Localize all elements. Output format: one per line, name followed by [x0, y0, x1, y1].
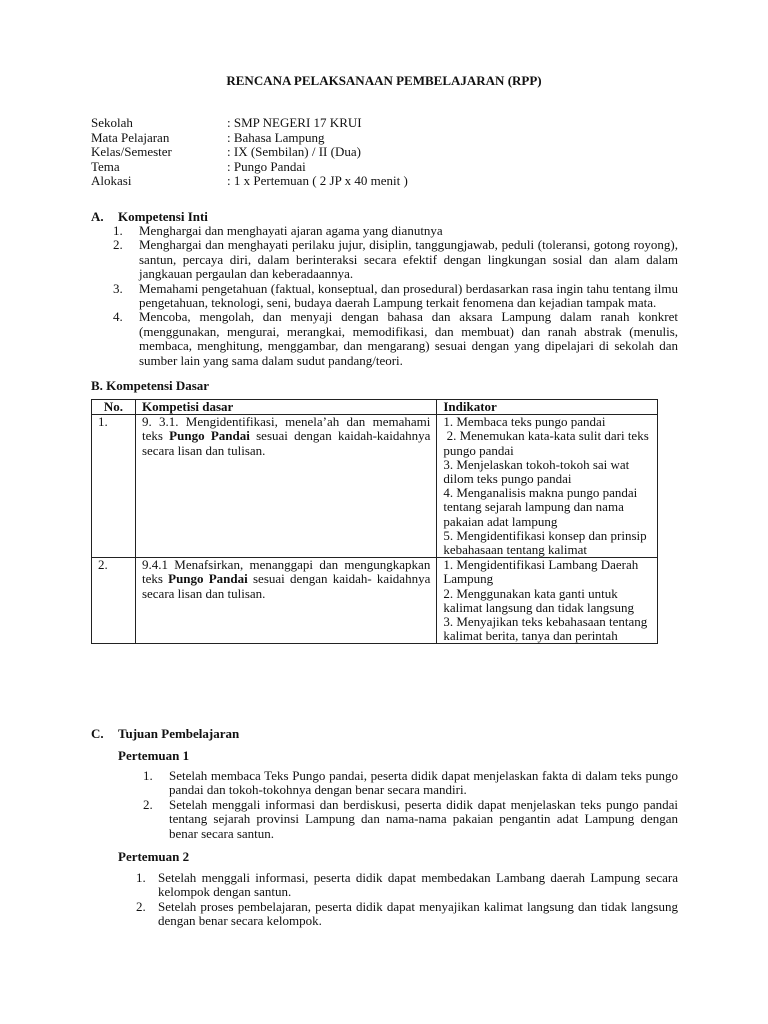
- info-row-kelas-semester: [91, 145, 408, 160]
- indikator-item: 1. Membaca teks pungo pandai: [443, 414, 606, 430]
- info-label: Sekolah: [91, 115, 133, 130]
- item-text: Setelah menggali informasi, peserta didik dapat membedakan Lambang daerah Lampung secara kelompok dengan santun.: [158, 870, 678, 900]
- pertemuan-1-heading: Pertemuan 1: [118, 748, 190, 763]
- kd-text: 9.4.1 Menafsirkan, menanggapi dan mengungkapkan teks: [141, 557, 431, 587]
- item-text: Mencoba, mengolah, dan menyaji dengan bahasa dan aksara Lampung dalam ranah konkret (menggunakan, mengurai, merangkai, memodifikasi, dan membuat) dan ranah abstrak (menulis, membaca, menghitung, menggambar, dan mengarang) sesuai dengan yang dipelajari di sekolah dan sumber lain yang sama dalam sudut pandang/teori.: [139, 309, 678, 368]
- indikator-item: 3. Menjelaskan tokoh-tokoh sai wat dilom teks pungo pandai: [443, 456, 630, 487]
- list-item: [143, 769, 678, 798]
- section-b-heading: B. Kompetensi Dasar: [91, 378, 210, 393]
- cell-indikator: [437, 415, 658, 558]
- info-row-tema: [91, 160, 408, 175]
- item-number: 1.: [113, 223, 123, 238]
- indikator-item: 2. Menggunakan kata ganti untuk kalimat langsung dan tidak langsung: [443, 585, 634, 615]
- kd-text: sesuai dengan kaidah-kaidahnya secara lisan dan tulisan.: [141, 428, 431, 458]
- cell-no: 2.: [92, 558, 136, 644]
- header-indikator: Indikator: [437, 400, 658, 415]
- info-row-mata-pelajaran: [91, 131, 408, 146]
- item-number: 1.: [136, 870, 146, 885]
- list-item: [113, 238, 678, 281]
- pertemuan-2-heading: Pertemuan 2: [118, 849, 190, 864]
- list-item: [113, 224, 678, 238]
- item-text: Setelah menggali informasi dan berdiskusi, peserta didik dapat menjelaskan teks pungo pandai tentang sejarah provinsi Lampung dan nama-nama pakaian pengantin adat Lampung dengan benar secara santun.: [169, 796, 678, 841]
- identity-block: [91, 116, 408, 189]
- indikator-item: 1. Mengidentifikasi Lambang Daerah Lampung: [443, 557, 639, 587]
- indikator-item: 5. Mengidentifikasi konsep dan prinsip kebahasaan tentang kalimat: [443, 527, 647, 558]
- indikator-item: 4. Menganalisis makna pungo pandai tentang sejarah lampung dan nama pakaian adat lampung: [443, 485, 638, 529]
- section-letter: A.: [91, 209, 104, 224]
- kd-text: sesuai dengan kaidah- kaidahnya secara lisan dan tulisan.: [141, 571, 431, 601]
- indikator-item: 3. Menyajikan teks kebahasaan tentang kalimat berita, tanya dan perintah: [443, 614, 648, 644]
- item-number: 2.: [113, 237, 123, 253]
- info-label: Kelas/Semester: [91, 144, 172, 159]
- section-title: Tujuan Pembelajaran: [118, 726, 240, 741]
- header-kompetensi: Kompetisi dasar: [135, 400, 436, 415]
- list-item: [113, 282, 678, 311]
- pertemuan-1-list: [143, 769, 678, 841]
- table-header-row: [92, 400, 658, 415]
- item-number: 1.: [143, 768, 153, 783]
- info-value: : Bahasa Lampung: [227, 129, 325, 145]
- cell-indikator: [437, 558, 658, 644]
- list-item: [113, 310, 678, 368]
- item-number: 2.: [136, 898, 146, 914]
- item-number: 3.: [113, 280, 123, 296]
- cell-kompetensi: [135, 558, 436, 644]
- info-label: Alokasi: [91, 173, 132, 188]
- header-no: No.: [92, 400, 136, 415]
- cell-kompetensi: [135, 415, 436, 558]
- section-c-heading: [91, 726, 239, 741]
- info-value: : Pungo Pandai: [227, 158, 306, 174]
- kompetensi-dasar-table: [91, 399, 658, 644]
- item-number: 4.: [113, 309, 123, 325]
- table-row: [92, 558, 658, 644]
- info-row-sekolah: [91, 116, 408, 131]
- kd-bold-text: Pungo Pandai: [168, 571, 248, 587]
- info-label: Tema: [91, 158, 120, 174]
- info-value: : SMP NEGERI 17 KRUI: [227, 115, 362, 130]
- indikator-item: 2. Menemukan kata-kata sulit dari teks pungo pandai: [443, 428, 653, 458]
- info-value: : IX (Sembilan) / II (Dua): [227, 144, 361, 159]
- item-text: Memahami pengetahuan (faktual, konseptual, dan prosedural) berdasarkan rasa ingin tahu tentang ilmu pengetahuan, teknologi, seni, budaya daerah Lampung terkait fenomena dan kejadian tampak mata.: [139, 280, 678, 311]
- section-a-heading: [91, 209, 208, 224]
- kd-text: 9. 3.1. Mengidentifikasi, menela’ah dan memahami teks: [141, 414, 431, 444]
- table-row: [92, 415, 658, 558]
- item-text: Setelah membaca Teks Pungo pandai, peserta didik dapat menjelaskan fakta di dalam teks pungo pandai dan tokoh-tokohnya dengan benar secara mandiri.: [169, 768, 678, 798]
- kd-bold-text: Pungo Pandai: [169, 428, 250, 444]
- kompetensi-inti-list: [113, 224, 678, 368]
- item-text: Menghargai dan menghayati perilaku jujur, disiplin, tanggungjawab, peduli (toleransi, gotong royong), santun, percaya diri, dalam berinteraksi secara efektif dengan lingkungan sosial dan alam dalam jangkauan pergaulan dan keberadaannya.: [139, 237, 678, 282]
- item-text: Menghargai dan menghayati ajaran agama yang dianutnya: [139, 223, 443, 238]
- list-item: [136, 871, 678, 900]
- list-item: [136, 900, 678, 929]
- info-value: : 1 x Pertemuan ( 2 JP x 40 menit ): [227, 173, 408, 188]
- item-text: Setelah proses pembelajaran, peserta didik dapat menyajikan kalimat langsung dan tidak langsung dengan benar secara kelompok.: [158, 898, 678, 929]
- item-number: 2.: [143, 796, 153, 812]
- section-title: Kompetensi Inti: [118, 209, 208, 224]
- info-row-alokasi: [91, 174, 408, 189]
- cell-no: 1.: [92, 415, 136, 558]
- list-item: [143, 798, 678, 841]
- info-label: Mata Pelajaran: [91, 129, 170, 145]
- document-title: RENCANA PELAKSANAAN PEMBELAJARAN (RPP): [226, 73, 542, 88]
- section-letter: C.: [91, 726, 104, 741]
- pertemuan-2-list: [136, 871, 678, 929]
